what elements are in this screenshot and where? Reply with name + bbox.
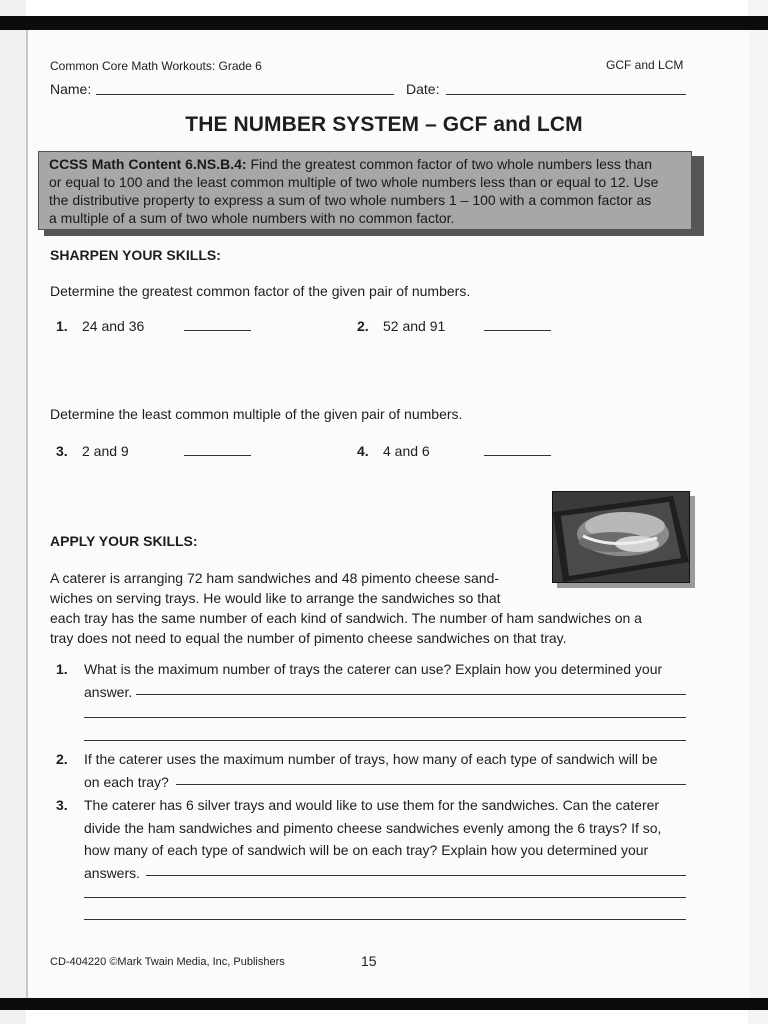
problem-2 <box>357 318 445 334</box>
name-label: Name: <box>50 81 92 97</box>
scenario-line: wiches on serving trays. He would like to arrange the sandwiches so that <box>50 590 501 606</box>
question-2 <box>84 748 688 793</box>
question-line: how many of each type of sandwich will be on each tray? Explain how you determined your <box>84 842 649 858</box>
problem-text: 24 and 36 <box>82 318 145 334</box>
book-title: Common Core Math Workouts: Grade 6 <box>50 59 262 73</box>
top-scan-border <box>0 16 768 30</box>
question-line: If the caterer uses the maximum number of trays, how many of each type of sandwich will be <box>84 751 658 767</box>
left-margin-strip <box>0 0 26 1024</box>
question-1 <box>84 658 688 703</box>
question-line: on each tray? <box>84 773 169 790</box>
standard-code: CCSS Math Content 6.NS.B.4: <box>49 156 247 172</box>
standard-box <box>38 151 692 230</box>
question-3-answer-line[interactable] <box>84 919 686 920</box>
question-2-answer-line[interactable] <box>176 784 686 785</box>
bottom-scan-border <box>0 998 768 1010</box>
publisher-credit: CD-404220 ©Mark Twain Media, Inc, Publishers <box>50 956 285 968</box>
problem-1-answer[interactable] <box>184 330 251 331</box>
standard-text-2: or equal to 100 and the least common multiple of two whole numbers less than or equal to 12. Use <box>49 174 659 190</box>
scenario-paragraph <box>50 568 642 648</box>
sharpen-heading: SHARPEN YOUR SKILLS: <box>50 247 221 263</box>
problem-3 <box>56 443 129 459</box>
standard-text-4: a multiple of a sum of two whole numbers with no common factor. <box>49 210 455 226</box>
date-field[interactable] <box>446 94 686 95</box>
problem-4-answer[interactable] <box>484 455 551 456</box>
question-line: answers. <box>84 864 141 881</box>
problem-text: 2 and 9 <box>82 443 129 459</box>
problem-1 <box>56 318 144 334</box>
gcf-instruction: Determine the greatest common factor of the given pair of numbers. <box>50 283 471 299</box>
question-3-answer-line[interactable] <box>146 875 686 876</box>
question-number: 2. <box>56 751 68 767</box>
question-line: The caterer has 6 silver trays and would like to use them for the sandwiches. Can the caterer <box>84 797 660 813</box>
scenario-line: tray does not need to equal the number of pimento cheese sandwiches on that tray. <box>50 630 567 646</box>
question-line: What is the maximum number of trays the caterer can use? Explain how you determined your <box>84 661 663 677</box>
question-1-answer-line[interactable] <box>84 717 686 718</box>
question-3 <box>84 794 688 884</box>
question-1-answer-line[interactable] <box>84 740 686 741</box>
problem-3-answer[interactable] <box>184 455 251 456</box>
page-number: 15 <box>361 953 377 969</box>
problem-text: 52 and 91 <box>383 318 446 334</box>
topic-label: GCF and LCM <box>606 58 684 72</box>
question-number: 3. <box>56 797 68 813</box>
problem-number: 2. <box>357 318 369 334</box>
problem-number: 3. <box>56 443 68 459</box>
lcm-instruction: Determine the least common multiple of the given pair of numbers. <box>50 406 463 422</box>
question-number: 1. <box>56 661 68 677</box>
date-label: Date: <box>406 81 440 97</box>
problem-number: 1. <box>56 318 68 334</box>
problem-2-answer[interactable] <box>484 330 551 331</box>
page-title: THE NUMBER SYSTEM – GCF and LCM <box>185 113 583 136</box>
question-line: divide the ham sandwiches and pimento cheese sandwiches evenly among the 6 trays? If so, <box>84 819 662 836</box>
question-3-answer-line[interactable] <box>84 897 686 898</box>
name-field[interactable] <box>96 94 394 95</box>
right-margin-strip <box>748 0 768 1024</box>
problem-text: 4 and 6 <box>383 443 430 459</box>
apply-heading: APPLY YOUR SKILLS: <box>50 533 198 549</box>
problem-number: 4. <box>357 443 369 459</box>
standard-text-1: Find the greatest common factor of two whole numbers less than <box>246 156 652 172</box>
scenario-line: each tray has the same number of each kind of sandwich. The number of ham sandwiches on a <box>50 610 642 626</box>
scenario-line: A caterer is arranging 72 ham sandwiches and 48 pimento cheese sand- <box>50 570 500 586</box>
standard-text-3: the distributive property to express a sum of two whole numbers 1 – 100 with a common factor as <box>49 192 652 208</box>
question-1-answer-line[interactable] <box>136 694 686 695</box>
question-line: answer. <box>84 683 133 700</box>
problem-4 <box>357 443 430 459</box>
